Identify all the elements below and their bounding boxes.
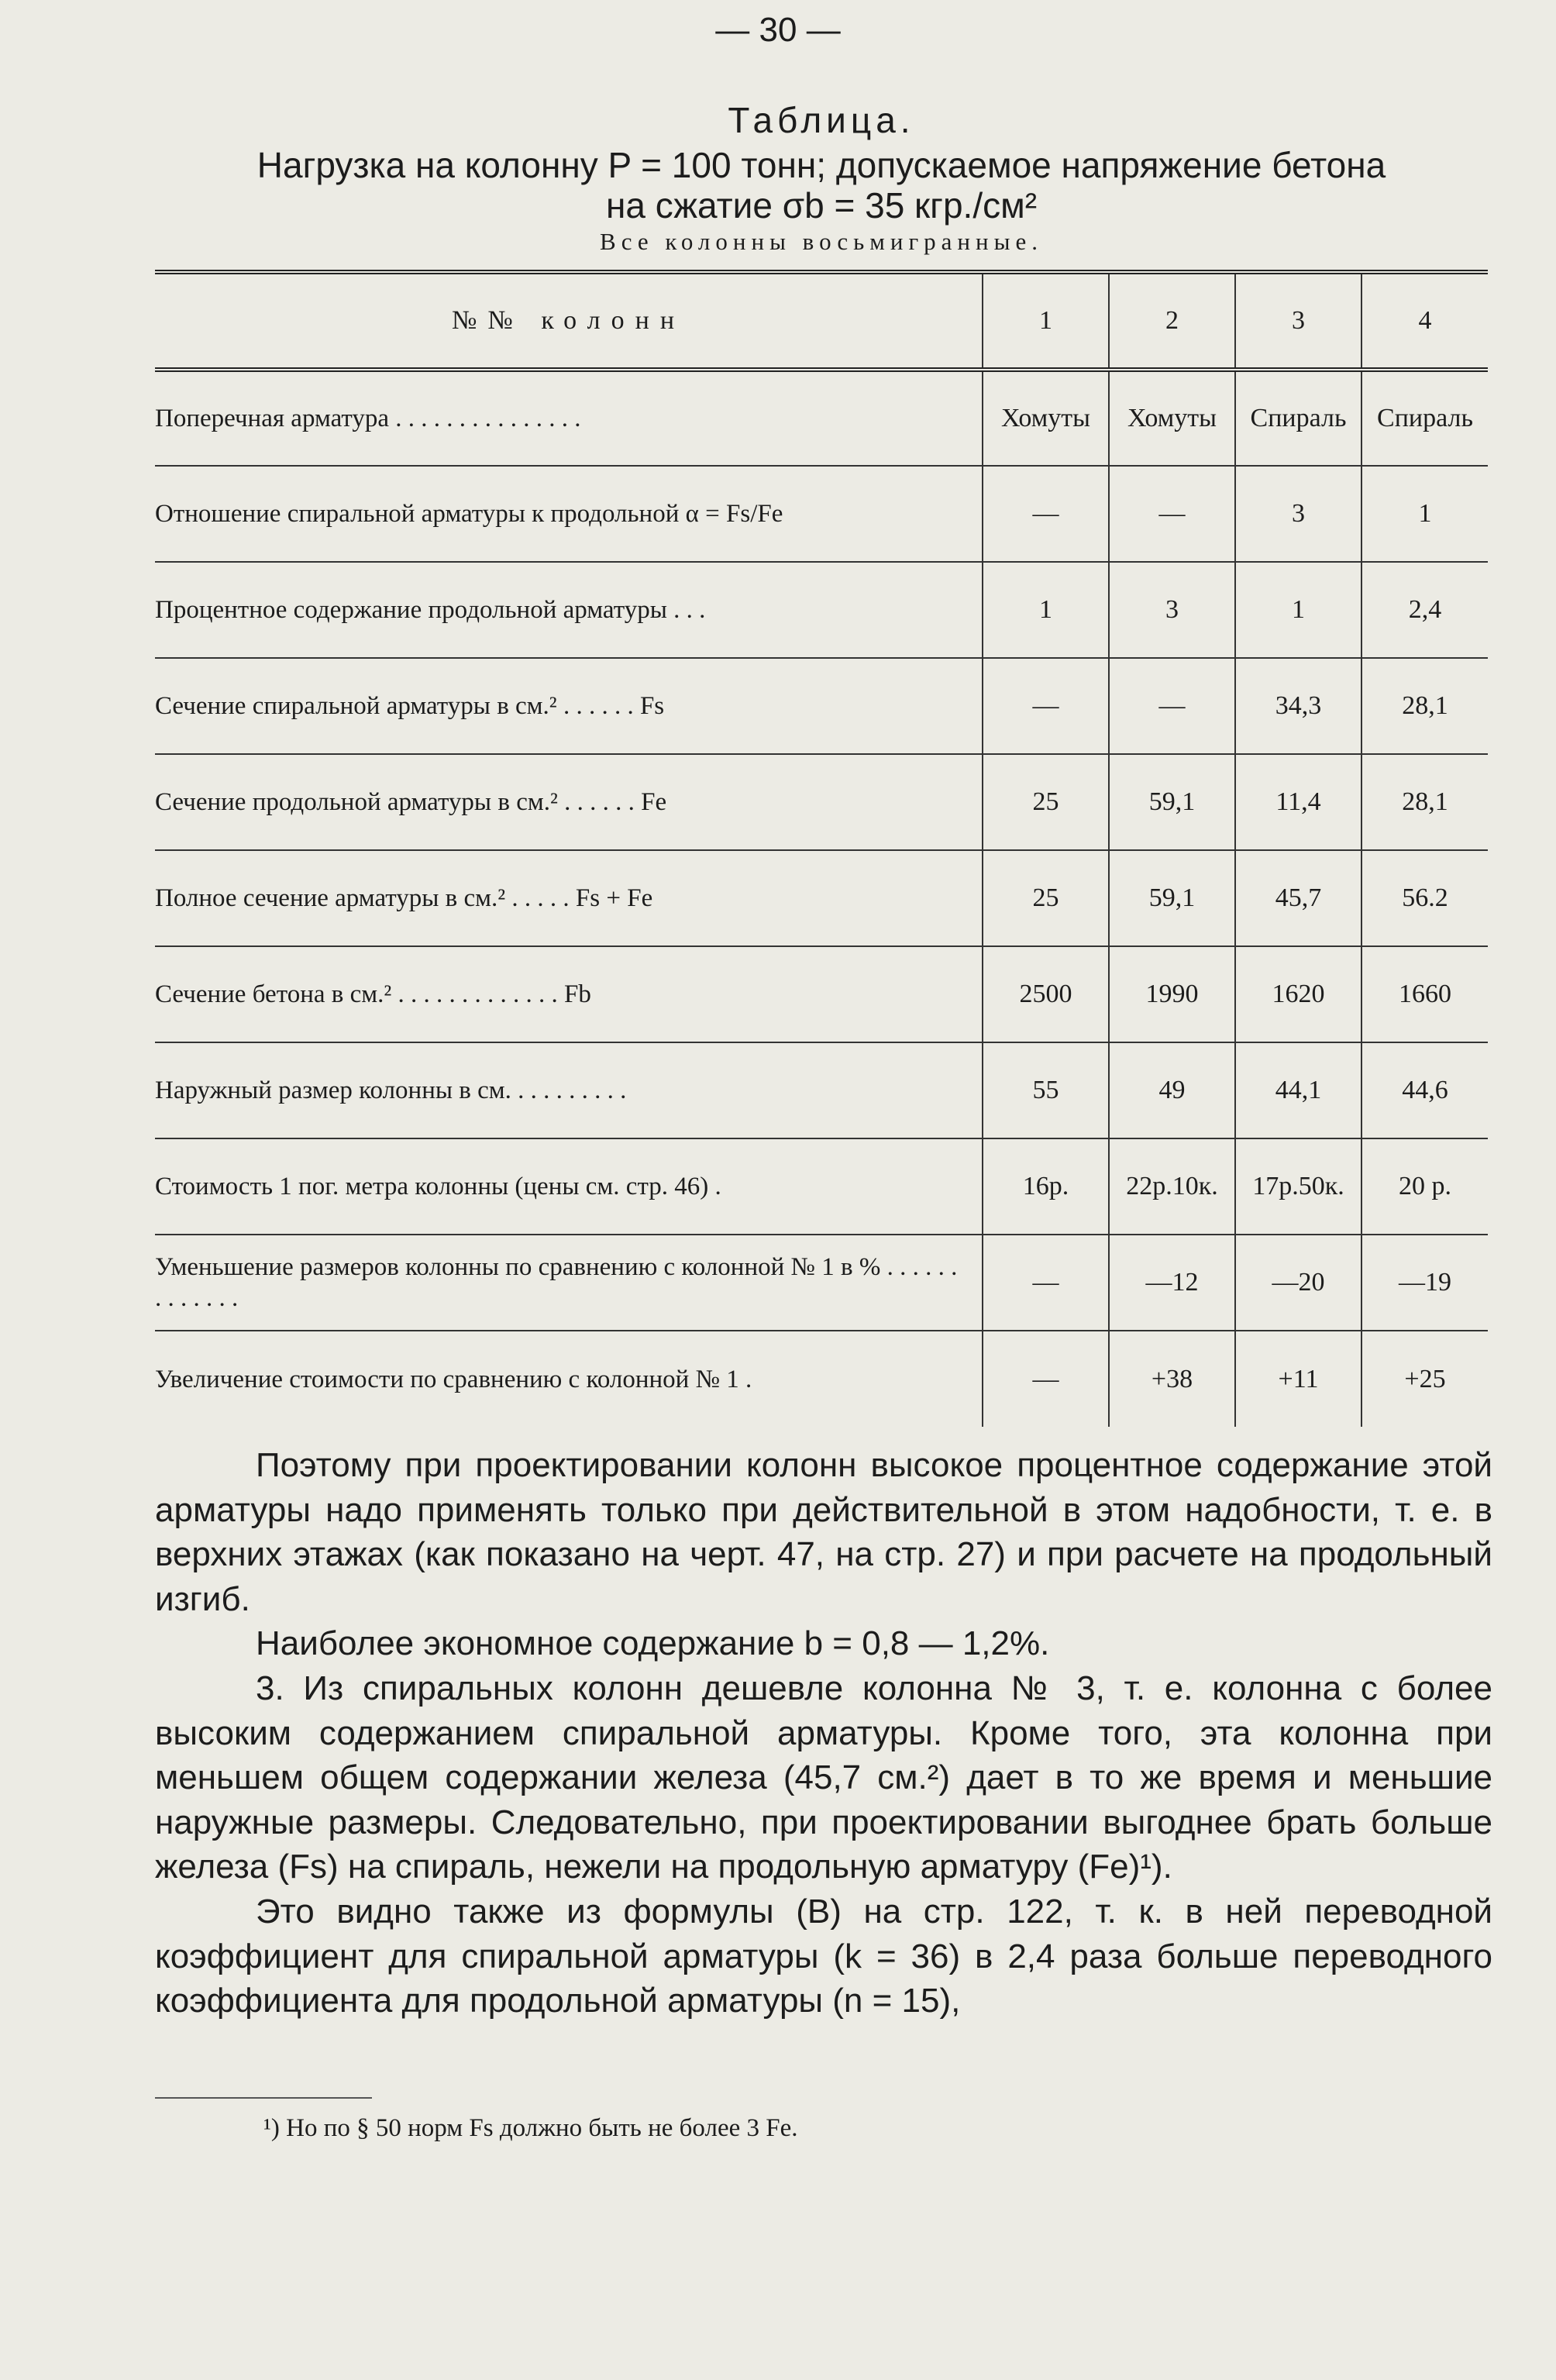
table-row <box>155 1138 1488 1235</box>
cell: 1990 <box>1109 946 1235 1042</box>
paragraph-2: Наиболее экономное содержание b = 0,8 — 1,2%. <box>256 1624 1050 1663</box>
cell: 25 <box>983 754 1109 850</box>
cell: 28,1 <box>1362 754 1488 850</box>
cell: —12 <box>1109 1235 1235 1331</box>
cell: Спираль <box>1235 370 1362 466</box>
cell: 1 <box>1235 562 1362 658</box>
cell: 28,1 <box>1362 658 1488 754</box>
cell: 2500 <box>983 946 1109 1042</box>
cell: Спираль <box>1362 370 1488 466</box>
table-row <box>155 658 1488 754</box>
columns-table-wrapper <box>155 270 1488 1427</box>
header-col-4: 4 <box>1362 272 1488 370</box>
cell: 34,3 <box>1235 658 1362 754</box>
table-row <box>155 466 1488 562</box>
row-label: Сечение бетона в см.² . . . . . . . . . . . . . Fb <box>155 946 983 1042</box>
table-subtitle-line2: на сжатие σb = 35 кгр./см² <box>605 185 1038 226</box>
table-header-row <box>155 272 1488 370</box>
cell: 59,1 <box>1109 754 1235 850</box>
cell: 1620 <box>1235 946 1362 1042</box>
cell: Хомуты <box>1109 370 1235 466</box>
cell: 2,4 <box>1362 562 1488 658</box>
cell: +25 <box>1362 1331 1488 1427</box>
cell: — <box>983 658 1109 754</box>
table-row <box>155 850 1488 946</box>
body-text <box>155 1443 1492 2024</box>
cell: — <box>1109 658 1235 754</box>
cell: +11 <box>1235 1331 1362 1427</box>
cell: 17р.50к. <box>1235 1138 1362 1235</box>
row-label: Поперечная арматура . . . . . . . . . . . . . . . <box>155 370 983 466</box>
table-subtitle-line3: Все колонны восьмигранные. <box>600 228 1043 255</box>
cell: +38 <box>1109 1331 1235 1427</box>
cell: — <box>983 1331 1109 1427</box>
header-col-3: 3 <box>1235 272 1362 370</box>
row-label: Отношение спиральной арматуры к продольной α = Fs/Fe <box>155 466 983 562</box>
cell: 25 <box>983 850 1109 946</box>
row-label: Стоимость 1 пог. метра колонны (цены см. стр. 46) . <box>155 1138 983 1235</box>
cell: 22р.10к. <box>1109 1138 1235 1235</box>
header-col-1: 1 <box>983 272 1109 370</box>
table-row <box>155 370 1488 466</box>
row-label: Процентное содержание продольной арматуры . . . <box>155 562 983 658</box>
cell: 45,7 <box>1235 850 1362 946</box>
table-row <box>155 562 1488 658</box>
row-label: Увеличение стоимости по сравнению с колонной № 1 . <box>155 1365 752 1393</box>
page-number: — 30 — <box>715 11 841 49</box>
cell: 16р. <box>983 1138 1109 1235</box>
cell: 44,1 <box>1235 1042 1362 1138</box>
table-title: Таблица. <box>728 100 915 140</box>
paragraph-1: Поэтому при проектировании колонн высокое процентное содержание этой арматуры надо применять только при действительной в этом надобности, т. е. в верхних этажах (как показано на черт. 47, на стр. 27) и при расчете на продольный изгиб. <box>155 1446 1492 1618</box>
header-col-2: 2 <box>1109 272 1235 370</box>
cell: 44,6 <box>1362 1042 1488 1138</box>
table-row <box>155 1042 1488 1138</box>
cell: — <box>1109 466 1235 562</box>
cell: Хомуты <box>983 370 1109 466</box>
row-label: Сечение спиральной арматуры в см.² . . . . . . Fs <box>155 658 983 754</box>
cell: — <box>983 1235 1109 1331</box>
table-row <box>155 754 1488 850</box>
cell: 56.2 <box>1362 850 1488 946</box>
paragraph-4: Это видно также из формулы (B) на стр. 122, т. к. в ней переводной коэффициент для спиральной арматуры (k = 36) в 2,4 раза больше переводного коэффициента для продольной арматуры (n = 15), <box>155 1892 1492 2020</box>
cell: 20 р. <box>1362 1138 1488 1235</box>
paragraph-3: 3. Из спиральных колонн дешевле колонна № 3, т. е. колонна с более высоким содержанием спиральной арматуры. Кроме того, эта колонна при меньшем общем содержании железа (45,7 см.²) дает в то же время и меньшие наружные размеры. Следовательно, при проектировании выгоднее брать больше железа (Fs) на спираль, нежели на продольную арматуру (Fe)¹). <box>155 1669 1492 1886</box>
cell: 1 <box>983 562 1109 658</box>
table-row <box>155 946 1488 1042</box>
row-label: Сечение продольной арматуры в см.² . . . . . . Fe <box>155 754 983 850</box>
row-label: Уменьшение размеров колонны по сравнению с колонной № 1 в % . . . . . . . . . . . . . <box>155 1235 983 1331</box>
cell: 3 <box>1235 466 1362 562</box>
footnote-divider <box>155 2097 372 2099</box>
cell: 55 <box>983 1042 1109 1138</box>
cell: —20 <box>1235 1235 1362 1331</box>
columns-table <box>155 270 1488 1427</box>
table-row <box>155 1331 1488 1427</box>
row-label: Наружный размер колонны в см. . . . . . . . . . <box>155 1042 983 1138</box>
header-label: №№ колонн <box>155 272 983 370</box>
footnote: ¹) Но по § 50 норм Fs должно быть не более 3 Fe. <box>263 2114 798 2142</box>
cell: 1660 <box>1362 946 1488 1042</box>
table-subtitle-line1: Нагрузка на колонну P = 100 тонн; допускаемое напряжение бетона <box>256 145 1386 185</box>
cell: — <box>983 466 1109 562</box>
cell: 59,1 <box>1109 850 1235 946</box>
cell: —19 <box>1362 1235 1488 1331</box>
cell: 11,4 <box>1235 754 1362 850</box>
cell: 3 <box>1109 562 1235 658</box>
table-row <box>155 1235 1488 1331</box>
cell: 1 <box>1362 466 1488 562</box>
row-label: Полное сечение арматуры в см.² . . . . . Fs + Fe <box>155 850 983 946</box>
cell: 49 <box>1109 1042 1235 1138</box>
